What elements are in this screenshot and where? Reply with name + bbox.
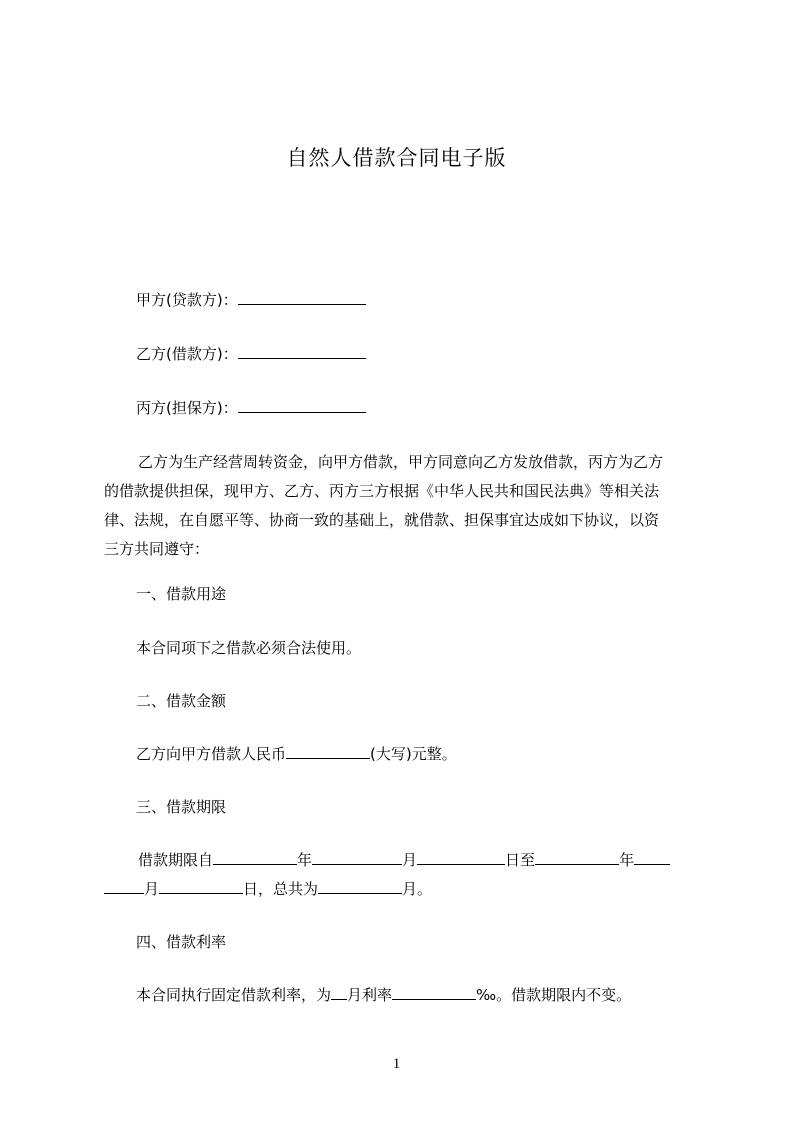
intro-line-1: 乙方为生产经营周转资金，向甲方借款，甲方同意向乙方发放借款，丙方为乙方 [138,453,664,471]
rate-value-blank [392,985,476,1000]
end-month-blank-b [104,879,144,894]
amount-blank [286,744,370,759]
section-2-body [136,744,457,764]
term-text-year: 年 [297,851,313,869]
party-c-line [136,398,366,418]
start-year-blank [213,850,297,865]
term-text-end-month: 月 [144,880,160,898]
term-text-month: 月 [402,851,418,869]
party-b-blank [238,344,366,359]
party-b-line [136,344,366,364]
party-a-label: 甲方(贷款方)： [136,291,238,309]
rate-text-end: ‰。借款期限内不变。 [476,986,632,1004]
party-a-blank [238,290,366,305]
end-day-blank [159,879,243,894]
end-year-blank [535,850,619,865]
term-text-day-to: 日至 [505,851,536,869]
party-a-line [136,290,366,310]
intro-line-2: 的借款提供担保，现甲方、乙方、丙方三方根据《中华人民共和国民法典》等相关法 [104,482,660,500]
section-4-body [136,985,631,1005]
rate-type-blank [331,985,347,1000]
start-month-blank [312,850,402,865]
party-c-blank [238,398,366,413]
start-day-blank [417,850,505,865]
term-text-start: 借款期限自 [138,851,214,869]
section-3-body [104,846,704,904]
intro-line-3: 律、法规，在自愿平等、协商一致的基础上，就借款、担保事宜达成如下协议，以资 [104,511,660,529]
document-title: 自然人借款合同电子版 [286,146,507,170]
end-month-blank-a [634,850,670,865]
party-c-label: 丙方(担保方)： [136,399,238,417]
section-2-body-before: 乙方向甲方借款人民币 [136,745,287,763]
term-text-total: 日，总共为 [243,880,319,898]
section-3-heading: 三、借款期限 [136,798,227,816]
term-line-2 [104,875,704,904]
section-2-heading: 二、借款金额 [136,692,227,710]
section-2-body-after: (大写)元整。 [370,745,457,763]
term-text-months: 月。 [402,880,433,898]
section-4-heading: 四、借款利率 [136,933,227,951]
rate-text-start: 本合同执行固定借款利率，为 [136,986,332,1004]
section-1-heading: 一、借款用途 [136,585,227,603]
rate-text-monthly: 月利率 [347,986,393,1004]
intro-line-4: 三方共同遵守： [104,540,210,558]
total-months-blank [318,879,402,894]
term-text-end-year: 年 [619,851,635,869]
party-b-label: 乙方(借款方)： [136,345,238,363]
term-line-1 [104,846,704,875]
intro-paragraph [104,448,704,564]
page-number: 1 [392,1056,401,1072]
section-1-body: 本合同项下之借款必须合法使用。 [136,639,362,657]
